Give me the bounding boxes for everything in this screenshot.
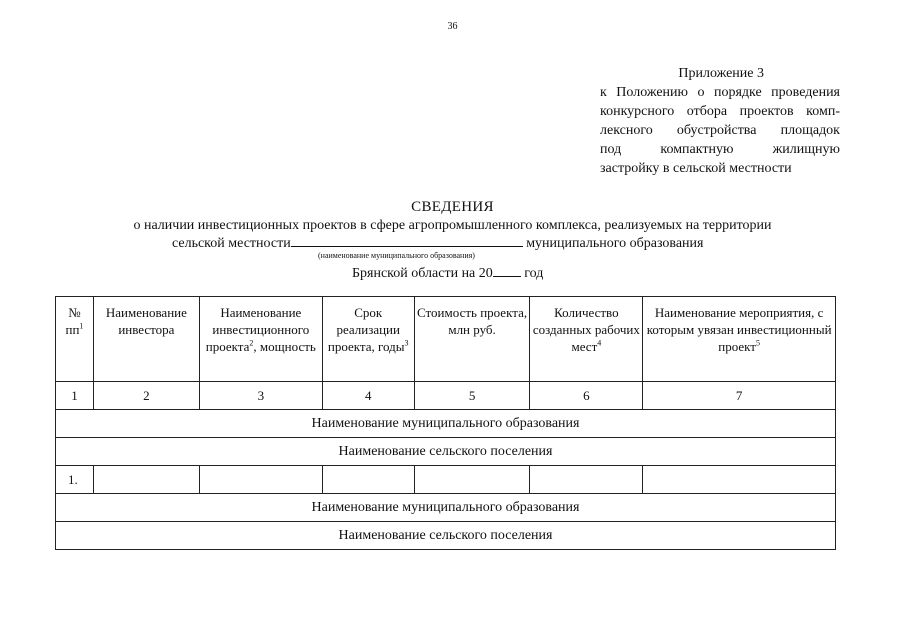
document-subtitle: о наличии инвестиционных проектов в сфере агропромышленного комплекса, реализуемых на территории <box>133 218 772 233</box>
municipality-name-cell: Наименование муниципального образования <box>56 494 836 522</box>
page-number: 36 <box>447 21 458 32</box>
empty-cell <box>530 466 643 494</box>
empty-cell <box>199 466 322 494</box>
settlement-name-cell: Наименование сельского поселения <box>56 522 836 550</box>
subtitle-text: муниципального образования <box>526 236 704 251</box>
header-cell: Наименование инвестиционного проекта$^2$, мощность <box>199 297 322 382</box>
appendix-line: конкурсного отбора проектов комп- <box>600 104 840 119</box>
appendix-block <box>600 64 840 178</box>
year-blank-field <box>493 264 521 277</box>
subtitle-text: год <box>524 266 544 281</box>
header-cell: Срок реализации проекта, годы$^3$ <box>322 297 414 382</box>
projects-table <box>55 296 836 550</box>
subtitle-text: сельской местности <box>172 236 291 251</box>
column-number: 7 <box>643 382 836 410</box>
column-number-row <box>56 382 836 410</box>
municipality-name-cell: Наименование муниципального образования <box>56 410 836 438</box>
header-cell: Количество созданных рабочих мест$^4$ <box>530 297 643 382</box>
municipality-row <box>56 494 836 522</box>
appendix-line: лексного обустройства площадок <box>600 123 840 138</box>
column-number: 6 <box>530 382 643 410</box>
empty-cell <box>93 466 199 494</box>
document-title: СВЕДЕНИЯ <box>411 199 494 215</box>
column-number: 3 <box>199 382 322 410</box>
empty-cell <box>643 466 836 494</box>
field-hint: (наименование муниципального образования) <box>318 251 475 260</box>
empty-cell <box>414 466 530 494</box>
column-number: 5 <box>414 382 530 410</box>
appendix-line: под компактную жилищную <box>600 142 840 157</box>
column-number: 4 <box>322 382 414 410</box>
appendix-line: застройку в сельской местности <box>600 161 792 176</box>
table-header-row <box>56 297 836 382</box>
document-subtitle-line3 <box>352 264 543 282</box>
settlement-name-cell: Наименование сельского поселения <box>56 438 836 466</box>
row-index-cell: 1. <box>56 466 94 494</box>
header-cell: № $пп^1$ <box>56 297 94 382</box>
subtitle-text: Брянской области на 20 <box>352 266 493 281</box>
municipality-row <box>56 410 836 438</box>
header-cell: Стоимость проекта, млн руб. <box>414 297 530 382</box>
column-number: 2 <box>93 382 199 410</box>
table-row <box>56 466 836 494</box>
municipality-blank-field <box>291 234 523 247</box>
header-cell: Наименование мероприятия, с которым увязан инвестиционный проект$^5$ <box>643 297 836 382</box>
settlement-row <box>56 438 836 466</box>
settlement-row <box>56 522 836 550</box>
column-number: 1 <box>56 382 94 410</box>
header-cell: Наименование инвестора <box>93 297 199 382</box>
empty-cell <box>322 466 414 494</box>
appendix-title: Приложение 3 <box>678 66 764 81</box>
appendix-line: к Положению о порядке проведения <box>600 85 840 100</box>
document-subtitle-line2 <box>172 234 703 252</box>
